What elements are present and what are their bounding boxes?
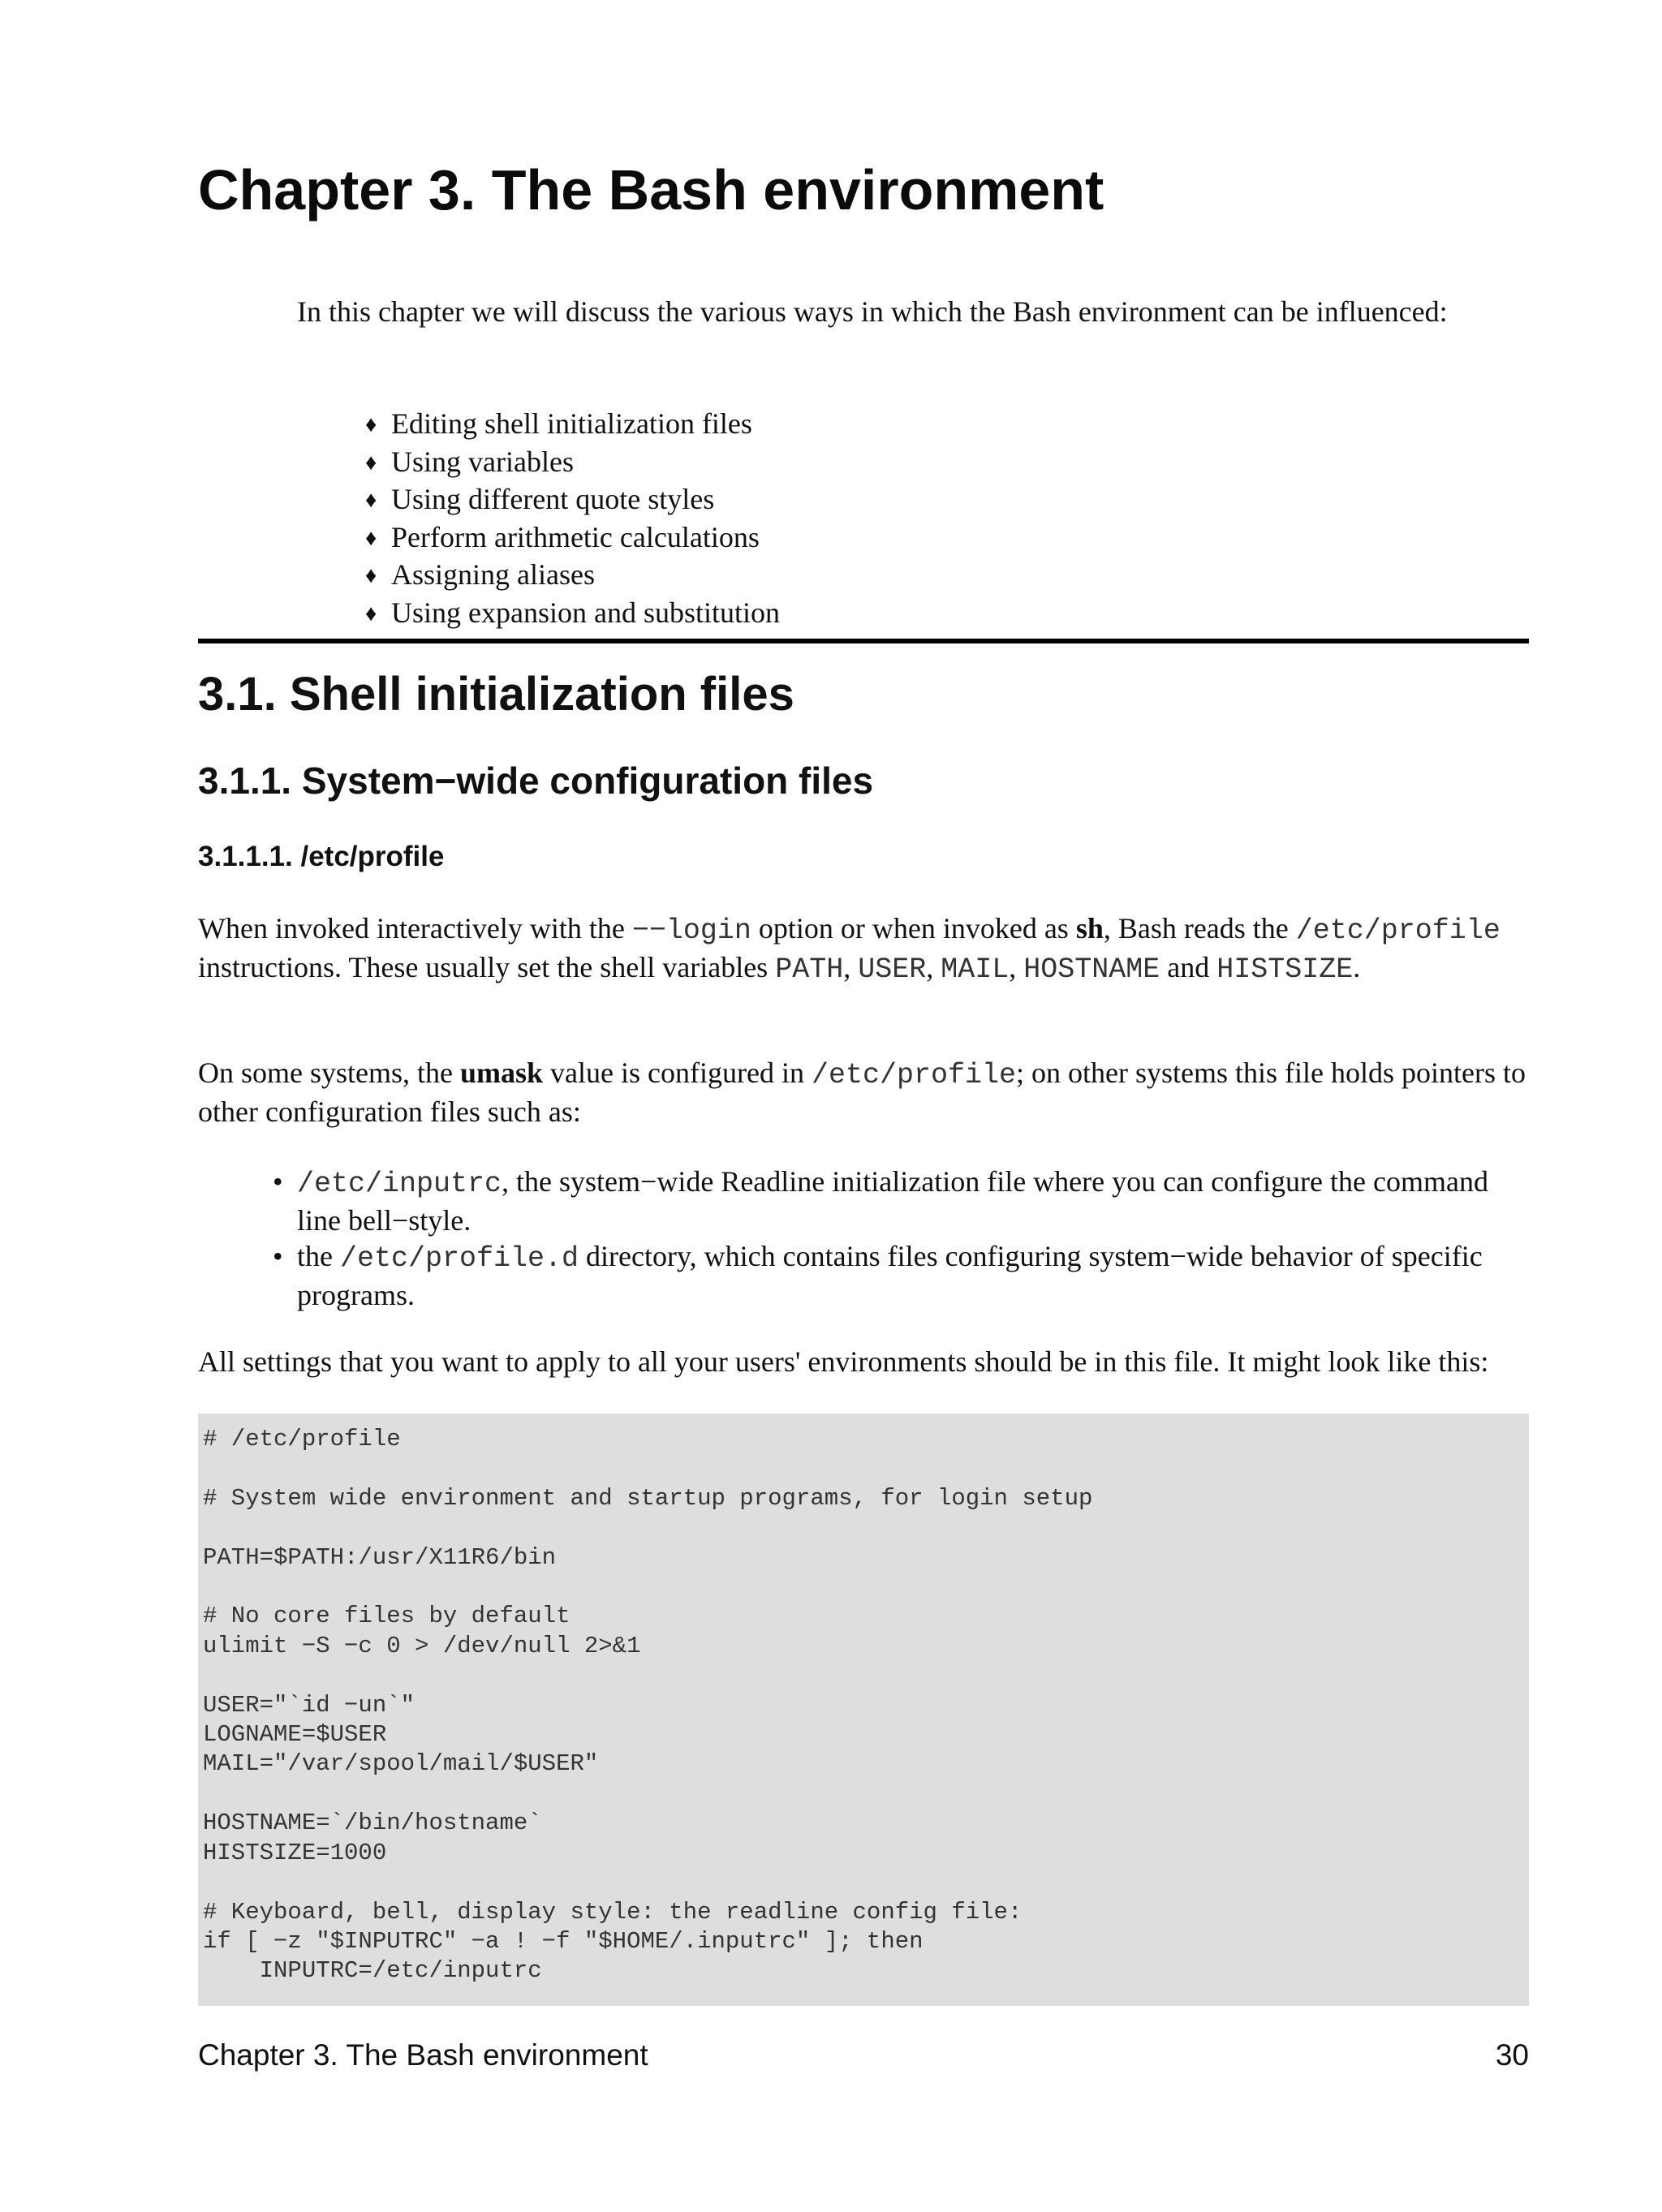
subsection-title: 3.1.1. System−wide configuration files	[198, 760, 874, 802]
umask-paragraph: On some systems, the umask value is configured in /etc/profile; on other systems this file holds pointers to other configuration files such as:	[198, 1057, 1526, 1128]
diamond-bullet-icon: ♦	[365, 412, 377, 437]
section-title: 3.1. Shell initialization files	[198, 668, 794, 721]
bold-term: umask	[459, 1057, 544, 1089]
inline-code: /etc/inputrc	[297, 1168, 502, 1200]
page-number: 30	[1495, 2038, 1529, 2072]
code-block	[198, 1414, 1529, 2006]
intro-paragraph: In this chapter we will discuss the various ways in which the Bash environment can be influenced:	[297, 295, 1448, 328]
list-item: ♦ Editing shell initialization files	[365, 406, 780, 444]
diamond-bullet-icon: ♦	[365, 563, 377, 589]
diamond-bullet-icon: ♦	[365, 600, 377, 626]
diamond-bullet-icon: ♦	[365, 488, 377, 514]
list-item: ♦ Using variables	[365, 444, 780, 482]
bold-term: sh	[1075, 912, 1104, 945]
list-item: • the /etc/profile.d directory, which contains files configuring system−wide behavior of specific programs.	[273, 1240, 1483, 1311]
subsubsection-title: 3.1.1.1. /etc/profile	[198, 841, 445, 872]
inline-code: /etc/profile.d	[339, 1242, 579, 1276]
inline-code: PATH	[775, 953, 844, 986]
inline-code: MAIL	[941, 953, 1010, 986]
list-item: • /etc/inputrc, the system−wide Readline initialization file where you can configure the command line bell−style.	[273, 1165, 1488, 1237]
inline-code: USER	[858, 953, 927, 986]
inline-code: /etc/profile	[1295, 914, 1501, 947]
bullet-icon: •	[273, 1240, 283, 1273]
list-item: ♦ Perform arithmetic calculations	[365, 519, 780, 557]
config-files-list	[273, 1164, 1539, 1313]
bullet-icon: •	[273, 1165, 283, 1198]
profile-description-paragraph: When invoked interactively with the −−login option or when invoked as sh, Bash reads the /etc/profile instructions. These usually set the shell variables PATH, USER, MAIL, HOSTNAME and HISTSIZE.	[198, 912, 1501, 986]
list-item: ♦ Using expansion and substitution	[365, 595, 780, 633]
footer-chapter-title: Chapter 3. The Bash environment	[198, 2038, 648, 2072]
inline-code: HISTSIZE	[1216, 953, 1354, 986]
chapter-topics-list	[365, 406, 780, 633]
inline-code: /etc/profile	[811, 1059, 1016, 1091]
chapter-title: Chapter 3. The Bash environment	[198, 158, 1104, 222]
diamond-bullet-icon: ♦	[365, 450, 377, 476]
list-item: ♦ Assigning aliases	[365, 557, 780, 595]
settings-paragraph: All settings that you want to apply to all your users' environments should be in this file. It might look like this:	[198, 1345, 1489, 1378]
diamond-bullet-icon: ♦	[365, 525, 377, 551]
inline-code: HOSTNAME	[1023, 953, 1160, 986]
inline-code: −−login	[631, 914, 751, 947]
section-divider	[198, 639, 1529, 643]
list-item: ♦ Using different quote styles	[365, 481, 780, 519]
code-listing: # /etc/profile # System wide environment and startup programs, for login setup PATH=$PATH:/usr/X11R6/bin # No core files by default ulimit −S −c 0 > /dev/null 2>&1 USER="`id −un`" LOGNAME=$USER MAIL="/var/spool/mail/$USER" HOSTNAME=`/bin/hostname` HISTSIZE=1000 # Keyboard, bell, display style: the readline config file: if [ −z "$INPUTRC" −a ! −f "$HOME/.inputrc" ]; then INPUTRC=/etc/inputrc	[203, 1426, 1093, 1985]
